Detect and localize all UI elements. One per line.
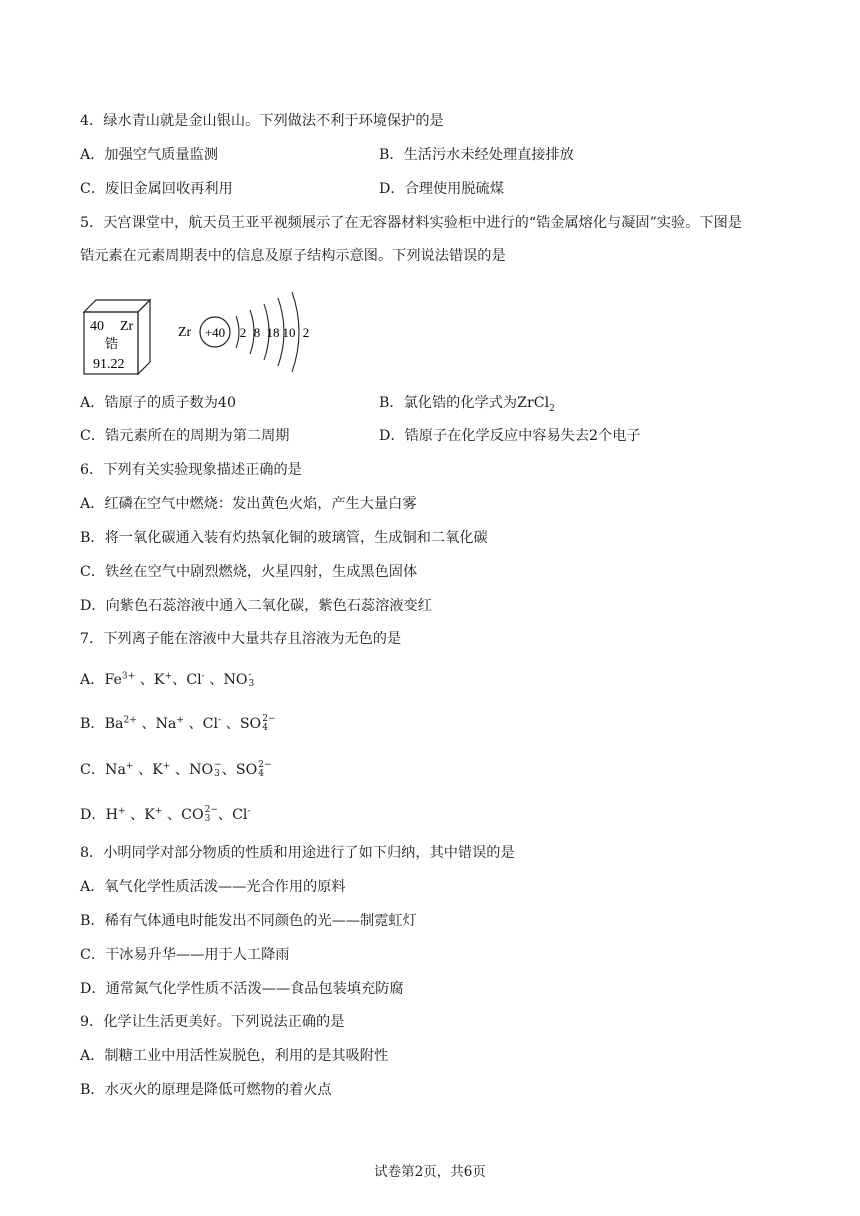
- q5-option-b: B．氯化锆的化学式为ZrCl$_2$: [379, 395, 555, 414]
- q8-option-b: B．稀有气体通电时能发出不同颜色的光——制霓虹灯: [80, 913, 417, 929]
- q8-option-d: D．通常氮气化学性质不活泼——食品包装填充防腐: [80, 981, 404, 997]
- q4-option-c: C．废旧金属回收再利用: [80, 181, 233, 197]
- q4-option-d: D．合理使用脱硫煤: [379, 181, 504, 197]
- periodic-table-cell: [84, 300, 150, 374]
- q6-option-b: B．将一氧化碳通入装有灼热氧化铜的玻璃管，生成铜和二氧化碳: [80, 530, 488, 546]
- page-footer: 试卷第2页，共6页: [374, 1164, 486, 1180]
- q5-option-d: D．锆原子在化学反应中容易失去2个电子: [379, 428, 641, 444]
- q6-option-a: A．红磷在空气中燃烧：发出黄色火焰，产生大量白雾: [80, 496, 417, 512]
- zirconium-figure: [80, 292, 320, 382]
- cell-atomic-number: 40: [90, 319, 104, 334]
- zirconium-diagram: [80, 292, 320, 382]
- atomic-structure: [178, 292, 309, 372]
- cell-atomic-mass: 91.22: [93, 357, 125, 372]
- q8-option-c: C．干冰易升华——用于人工降雨: [80, 947, 290, 963]
- q7-stem: 7．下列离子能在溶液中大量共存且溶液为无色的是: [80, 631, 402, 647]
- q7-option-c: C．Na+ 、K+ 、NO − 3 、SO 2− 4: [80, 760, 272, 779]
- atom-symbol: Zr: [178, 325, 192, 340]
- q9-stem: 9．化学让生活更美好。下列说法正确的是: [80, 1014, 345, 1030]
- q5-stem-line1: 5．天宫课堂中，航天员王亚平视频展示了在无容器材料实验柜中进行的“锆金属熔化与凝固”实验。下图是: [80, 215, 742, 231]
- q6-stem: 6．下列有关实验现象描述正确的是: [80, 462, 302, 478]
- nucleus-charge: +40: [204, 325, 226, 340]
- cell-name: 锆: [105, 337, 119, 352]
- q4-option-b: B．生活污水未经处理直接排放: [379, 147, 574, 163]
- q4-stem: 4．绿水青山就是金山银山。下列做法不利于环境保护的是: [80, 113, 444, 129]
- shell-4-electrons: 10: [282, 325, 296, 340]
- q6-option-c: C．铁丝在空气中剧烈燃烧，火星四射，生成黑色固体: [80, 564, 418, 580]
- q4-option-a: A．加强空气质量监测: [80, 147, 218, 163]
- q7-option-a: A．$Fe^{3+}$ 、K+、Cl- 、NO - 3: [80, 670, 255, 689]
- q9-option-a: A．制糖工业中用活性炭脱色，利用的是其吸附性: [80, 1048, 389, 1064]
- q8-stem: 8．小明同学对部分物质的性质和用途进行了如下归纳，其中错误的是: [80, 845, 515, 861]
- shell-3-electrons: 18: [266, 325, 280, 340]
- shell-5-electrons: 2: [302, 325, 310, 340]
- cell-symbol: Zr: [120, 319, 134, 334]
- q5-option-c: C．锆元素所在的周期为第二周期: [80, 428, 290, 444]
- q6-option-d: D．向紫色石蕊溶液中通入二氧化碳，紫色石蕊溶液变红: [80, 598, 432, 614]
- q5-option-a: A．锆原子的质子数为40: [80, 395, 236, 411]
- q8-option-a: A．氧气化学性质活泼——光合作用的原料: [80, 879, 346, 895]
- shell-2-electrons: 8: [253, 325, 261, 340]
- q9-option-b: B．水灭火的原理是降低可燃物的着火点: [80, 1082, 332, 1098]
- q7-option-d: D．H+ 、K+ 、CO 2− 3 、Cl-: [80, 805, 251, 824]
- q7-option-b: B．$Ba^{2+}$ 、Na+ 、Cl- 、SO 2− 4: [80, 714, 276, 733]
- shell-1-electrons: 2: [239, 325, 247, 340]
- q5-stem-line2: 锆元素在元素周期表中的信息及原子结构示意图。下列说法错误的是: [80, 248, 506, 264]
